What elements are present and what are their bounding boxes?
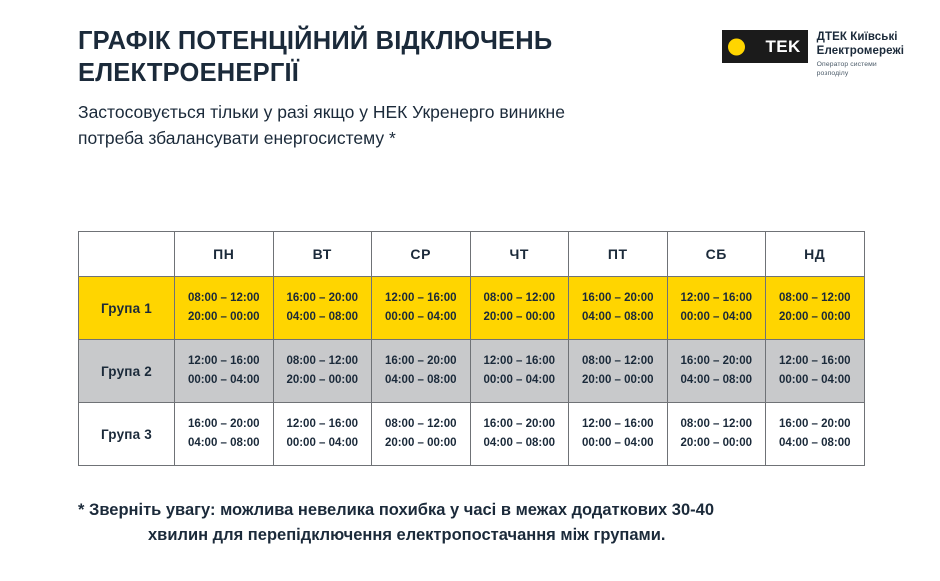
page-header: [78, 26, 678, 152]
table-header-row: [79, 232, 865, 277]
outage-schedule-table: [78, 231, 865, 466]
footnote: [78, 498, 888, 548]
slot-line-1: 16:00 – 20:00: [581, 292, 654, 305]
slot-line-1: 16:00 – 20:00: [286, 292, 359, 305]
slot-line-1: 08:00 – 12:00: [483, 292, 556, 305]
slot-group2-wed: [372, 340, 471, 403]
table-corner-cell: [79, 232, 175, 277]
column-header-mon: ПН: [175, 232, 274, 277]
slot-group1-thu: [470, 277, 569, 340]
slot-line-1: 12:00 – 16:00: [384, 292, 457, 305]
table-row: [79, 277, 865, 340]
slot-line-1: 08:00 – 12:00: [187, 292, 260, 305]
slot-line-2: 00:00 – 04:00: [384, 311, 457, 323]
slot-line-1: 16:00 – 20:00: [483, 418, 556, 431]
slot-line-2: 04:00 – 08:00: [384, 374, 457, 386]
slot-group3-fri: [569, 403, 668, 466]
dtek-logo-mark: [722, 30, 808, 63]
slot-line-1: 08:00 – 12:00: [286, 355, 359, 368]
slot-line-2: 20:00 – 00:00: [384, 437, 457, 449]
table-row: [79, 340, 865, 403]
schedule-table-wrap: [78, 231, 864, 466]
dtek-logo-line3: [817, 61, 904, 78]
slot-line-2: 20:00 – 00:00: [483, 311, 556, 323]
dtek-logo-line3b: розподілу: [816, 69, 849, 77]
slot-group1-tue: [273, 277, 372, 340]
page-subtitle: [78, 100, 678, 152]
column-header-fri: ПТ: [569, 232, 668, 277]
slot-line-2: 04:00 – 08:00: [286, 311, 359, 323]
dtek-logo-line2: Електромережі: [816, 44, 904, 57]
slot-group2-mon: [175, 340, 274, 403]
slot-line-1: 12:00 – 16:00: [680, 292, 753, 305]
slot-line-1: 16:00 – 20:00: [187, 418, 260, 431]
table-row: [79, 403, 865, 466]
column-header-sun: НД: [766, 232, 865, 277]
page-subtitle-line2: потреба збалансувати енергосистему *: [78, 128, 396, 149]
page-title-line1: ГРАФІК ПОТЕНЦІЙНИЙ ВІДКЛЮЧЕНЬ: [78, 27, 553, 55]
slot-group3-thu: [470, 403, 569, 466]
column-header-sat: СБ: [667, 232, 766, 277]
circle-icon: [728, 38, 745, 55]
slot-line-2: 00:00 – 04:00: [680, 311, 753, 323]
group-label-2: Група 2: [79, 340, 175, 403]
slot-line-1: 12:00 – 16:00: [581, 418, 654, 431]
slot-line-2: 04:00 – 08:00: [483, 437, 556, 449]
slot-line-1: 16:00 – 20:00: [680, 355, 753, 368]
slot-line-1: 08:00 – 12:00: [384, 418, 457, 431]
slot-group3-wed: [372, 403, 471, 466]
dtek-logo-text: [817, 30, 904, 78]
slot-group1-sun: [766, 277, 865, 340]
slot-group3-sat: [667, 403, 766, 466]
slot-line-2: 00:00 – 04:00: [581, 437, 654, 449]
dtek-logo-line3a: Оператор системи: [816, 61, 877, 69]
slot-line-2: 20:00 – 00:00: [187, 311, 260, 323]
slot-line-2: 04:00 – 08:00: [680, 374, 753, 386]
slot-group1-fri: [569, 277, 668, 340]
group-label-1: Група 1: [79, 277, 175, 340]
table-body: [79, 277, 865, 466]
slot-line-2: 00:00 – 04:00: [286, 437, 359, 449]
column-header-thu: ЧТ: [470, 232, 569, 277]
slot-line-2: 20:00 – 00:00: [680, 437, 753, 449]
slot-line-2: 00:00 – 04:00: [483, 374, 556, 386]
slot-group1-mon: [175, 277, 274, 340]
slot-line-2: 04:00 – 08:00: [187, 437, 260, 449]
slot-line-1: 12:00 – 16:00: [778, 355, 851, 368]
slot-line-2: 20:00 – 00:00: [778, 311, 851, 323]
slot-line-2: 00:00 – 04:00: [187, 374, 260, 386]
slot-group2-sat: [667, 340, 766, 403]
footnote-line1: * Зверніть увагу: можлива невелика похибка у часі в межах додаткових 30-40: [78, 501, 715, 519]
dtek-logo-line1: ДТЕК Київські: [816, 31, 898, 43]
slot-group2-tue: [273, 340, 372, 403]
group-label-3: Група 3: [79, 403, 175, 466]
footnote-line2: хвилин для перепідключення електропостачання між групами.: [148, 525, 666, 544]
slot-line-1: 08:00 – 12:00: [778, 292, 851, 305]
slot-line-2: 20:00 – 00:00: [581, 374, 654, 386]
slot-group3-mon: [175, 403, 274, 466]
slot-group1-sat: [667, 277, 766, 340]
slot-line-1: 08:00 – 12:00: [680, 418, 753, 431]
dtek-logo: [722, 30, 904, 78]
slot-line-1: 08:00 – 12:00: [581, 355, 654, 368]
page-subtitle-line1: Застосовується тільки у разі якщо у НЕК Укренерго виникне: [78, 102, 565, 123]
page-title-line2: ЕЛЕКТРОЕНЕРГІЇ: [78, 58, 300, 87]
slot-group3-tue: [273, 403, 372, 466]
slot-group2-sun: [766, 340, 865, 403]
slot-line-1: 12:00 – 16:00: [187, 355, 260, 368]
dtek-logo-mark-text: TEK: [765, 37, 801, 56]
page-title: [78, 26, 678, 89]
slot-line-2: 00:00 – 04:00: [778, 374, 851, 386]
slot-line-1: 12:00 – 16:00: [286, 418, 359, 431]
slot-group2-thu: [470, 340, 569, 403]
slot-line-1: 16:00 – 20:00: [778, 418, 851, 431]
slot-line-1: 16:00 – 20:00: [384, 355, 457, 368]
column-header-wed: СР: [372, 232, 471, 277]
slot-line-2: 04:00 – 08:00: [778, 437, 851, 449]
table-header: [79, 232, 865, 277]
slot-line-2: 20:00 – 00:00: [286, 374, 359, 386]
slot-line-1: 12:00 – 16:00: [483, 355, 556, 368]
slot-group1-wed: [372, 277, 471, 340]
slot-line-2: 04:00 – 08:00: [581, 311, 654, 323]
slot-group2-fri: [569, 340, 668, 403]
slot-group3-sun: [766, 403, 865, 466]
column-header-tue: ВТ: [273, 232, 372, 277]
